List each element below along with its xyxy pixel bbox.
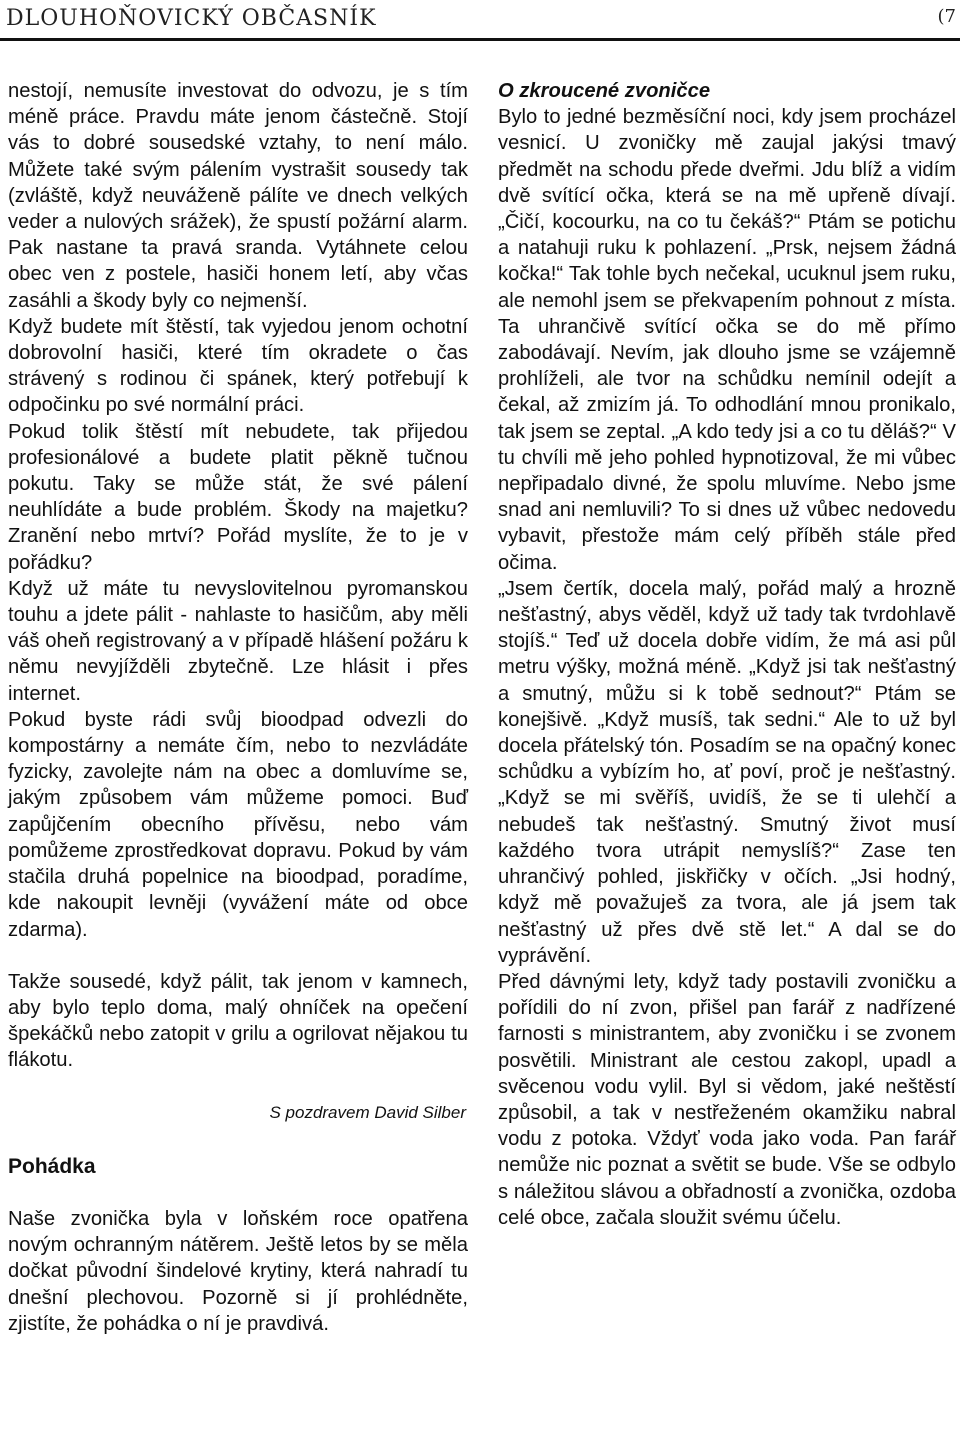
signature: S pozdravem David Silber (269, 1102, 466, 1122)
page-header (0, 0, 960, 44)
paragraph: Pokud byste rádi svůj bioodpad odvezli do kompostárny a nemáte čím, nebo to nezvládáte fyzicky, zavolejte nám na obec a domluvíme se, jakým způsobem vám můžeme pomoci. Buď zapůjčením obecního přívěsu, nebo vám pomůžeme zprostředkovat dopravu. Pokud by vám stačila druhá popelnice na bioodpad, poradíme, kde nakoupit levněji (vyvážení máte od obce zdarma). (8, 708, 468, 941)
story-title: O zkroucené zvoničce (498, 80, 711, 102)
right-column (498, 78, 956, 1231)
paragraph: „Jsem čertík, docela malý, pořád malý a hrozně nešťastný, abys věděl, když už tady tak tvrdohlavě stojíš.“ Teď už docela dobře vidím, že má asi půl metru výšky, možná méně. „Když jsi tak nešťastný a smutný, můžu si k tobě sednout?“ Ptám se konejšivě. „Když musíš, tak sedni.“ Ale to už byl docela přátelský tón. Posadím se na opačný konec schůdku a vybízím ho, ať poví, proč je nešťastný. „Když se mi svěříš, uvidíš, že se ti ulehčí a nebudeš tak nešťastný. Smutný život musí každého tvora utrápit nemyslíš?“ Zase ten uhrančivý pohled, jiskřičky v očích. „Jsi hodný, když mě považuješ za tvora, ale já jsem tak nešťastný už přes dvě stě let.“ A dal se do vyprávění. (498, 577, 956, 967)
page-number: (7 (937, 6, 956, 27)
paragraph: Takže sousedé, když pálit, tak jenom v kamnech, aby bylo teplo doma, malý ohníček na opečení špekáčků nebo zatopit v grilu a ogrilovat nějakou tu flákotu. (8, 970, 468, 1072)
paragraph: Když budete mít štěstí, tak vyjedou jenom ochotní dobrovolní hasiči, které tím okradete o čas strávený s rodinou či spánek, který potřebují k odpočinku po své normální práci. (8, 315, 468, 417)
paragraph: Bylo to jedné bezměsíční noci, kdy jsem procházel vesnicí. U zvoničky mě zaujal jakýsi tmavý předmět na schodu přede dveřmi. Jdu blíž a vidím dvě svítící očka, která se na mě upřeně dívají. „Čičí, kocourku, na co tu čekáš?“ Ptám se potichu a natahuji ruku k pohlazení. „Prsk, nejsem žádná kočka!“ Tak tohle bych nečekal, ucuknul jsem ruku, ale nemohl jsem se překvapením pohnout z místa. Ta uhrančivě svítící očka se do mě přímo zabodávají. Nevím, jak dlouho jsme se vzájemně prohlíželi, ale tvor na schůdku nemínil odejít a čekal, až zmizím já. To odhodlání mnou pronikalo, tak jsem se zeptal. „A kdo tedy jsi a co tu děláš?“ V tu chvíli mě jeho pohled hypnotizoval, že mi vůbec nepřipadalo divné, že spolu mluvíme. Nebo jsme snad ani nemluvili? To si dnes už vůbec nedovedu vybavit, přestože mám celý příběh stále před očima. (498, 106, 956, 574)
paragraph: Když už máte tu nevyslovitelnou pyromanskou touhu a jdete pálit - nahlaste to hasičům, aby měli váš oheň registrovaný a v případě hlášení požáru k němu nevyjížděli zbytečně. Lze hlásit i přes internet. (8, 577, 468, 705)
spacer (8, 943, 468, 969)
left-column (8, 78, 468, 1337)
paragraph: Naše zvonička byla v loňském roce opatřena novým ochranným nátěrem. Ještě letos by se měla dočkat původní šindelové krytiny, která nahradí tu dnešní plechovou. Pozorně si jí prohlédněte, zjistíte, že pohádka o ní je pravdivá. (8, 1207, 468, 1335)
fairy-tale-heading: Pohádka (8, 1154, 96, 1178)
paragraph: Pokud tolik štěstí mít nebudete, tak přijedou profesionálové a budete platit pěkně tučnou pokutu. Taky se může stát, že své pálení neuhlídáte a bude problém. Škody na majetku? Zranění nebo mrtví? Pořád myslíte, že to je v pořádku? (8, 420, 468, 574)
newsletter-title: DLOUHOŇOVICKÝ OBČASNÍK (6, 6, 377, 31)
paragraph: Před dávnými lety, když tady postavili zvoničku a pořídili do ní zvon, přišel pan farář z nadřízené farnosti s ministrantem, aby zvoničku i se zvonem posvětili. Ministrant ale cestou zakopl, upadl a svěcenou vodu vylil. Byl si vědom, jaké neštěstí způsobil, a tak v nestřeženém okamžiku nabral vodu z potoka. Vždyť voda jako voda. Pan farář nemůže nic poznat a světit se bude. Vše se odbylo s náležitou slávou a obřadností a zvonička, ozdoba celé obce, začala sloužit svému účelu. (498, 970, 956, 1229)
paragraph: nestojí, nemusíte investovat do odvozu, je s tím méně práce. Pravdu máte jenom částečně. Stojí vás to dobré sousedské vztahy, to není málo. Můžete také svým pálením vystrašit sousedy tak (zvláště, když neuváženě pálíte ve dnech velkých veder a nulových srážek), že spustí požární alarm. Pak nastane ta pravá sranda. Vytáhnete celou obec ven z postele, hasiči honem letí, aby včas zasáhli a škody byly co nejmenší. (8, 80, 468, 312)
header-rule (0, 38, 960, 41)
